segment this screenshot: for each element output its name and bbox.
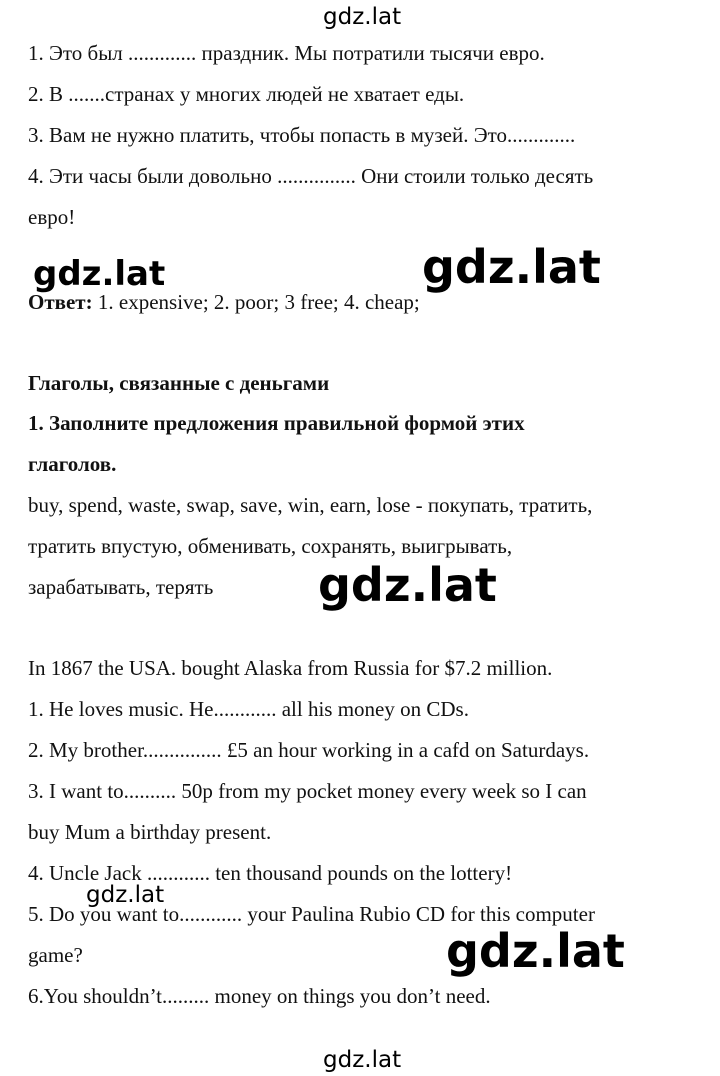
sentence-line: In 1867 the USA. bought Alaska from Russia for $7.2 million. <box>28 656 553 680</box>
sentence-line: 5. Do you want to............ your Paulina Rubio CD for this computer <box>28 902 595 926</box>
sentence-line: game? <box>28 943 83 967</box>
answer-text: 1. expensive; 2. poor; 3 free; 4. cheap; <box>92 290 420 314</box>
watermark-small-lower: gdz.lat <box>86 882 165 908</box>
sentence-line: 1. He loves music. He............ all his money on CDs. <box>28 697 469 721</box>
sentence-line: buy Mum a birthday present. <box>28 820 272 844</box>
task-line: 3. Вам не нужно платить, чтобы попасть в музей. Это............. <box>28 123 576 147</box>
task-line: 4. Эти часы были довольно ............... Они стоили только десять <box>28 164 594 188</box>
watermark-top: gdz.lat <box>323 4 402 30</box>
watermark-left: gdz.lat <box>33 254 166 294</box>
watermark-bottom: gdz.lat <box>323 1047 402 1073</box>
sentence-line: 2. My brother............... £5 an hour working in a cafd on Saturdays. <box>28 738 590 762</box>
task-line: 2. В .......странах у многих людей не хватает еды. <box>28 82 465 106</box>
watermark-right: gdz.lat <box>422 240 601 294</box>
task-line: 1. Это был ............. праздник. Мы потратили тысячи евро. <box>28 41 545 65</box>
watermark-lower-right: gdz.lat <box>446 924 625 978</box>
section-title: Глаголы, связанные с деньгами <box>28 371 330 395</box>
sentence-line: 3. I want to.......... 50p from my pocket money every week so I can <box>28 779 587 803</box>
answer-label: Ответ: <box>28 290 93 314</box>
word-list-line: тратить впустую, обменивать, сохранять, выигрывать, <box>28 534 513 558</box>
exercise-title: глаголов. <box>28 452 117 476</box>
watermark-middle: gdz.lat <box>318 558 497 612</box>
task-line: евро! <box>28 205 76 229</box>
word-list-line: зарабатывать, терять <box>28 575 214 599</box>
exercise-title: 1. Заполните предложения правильной формой этих <box>28 411 525 435</box>
sentence-line: 4. Uncle Jack ............ ten thousand pounds on the lottery! <box>28 861 513 885</box>
word-list-line: buy, spend, waste, swap, save, win, earn, lose - покупать, тратить, <box>28 493 593 517</box>
sentence-line: 6.You shouldn’t......... money on things you don’t need. <box>28 984 491 1008</box>
